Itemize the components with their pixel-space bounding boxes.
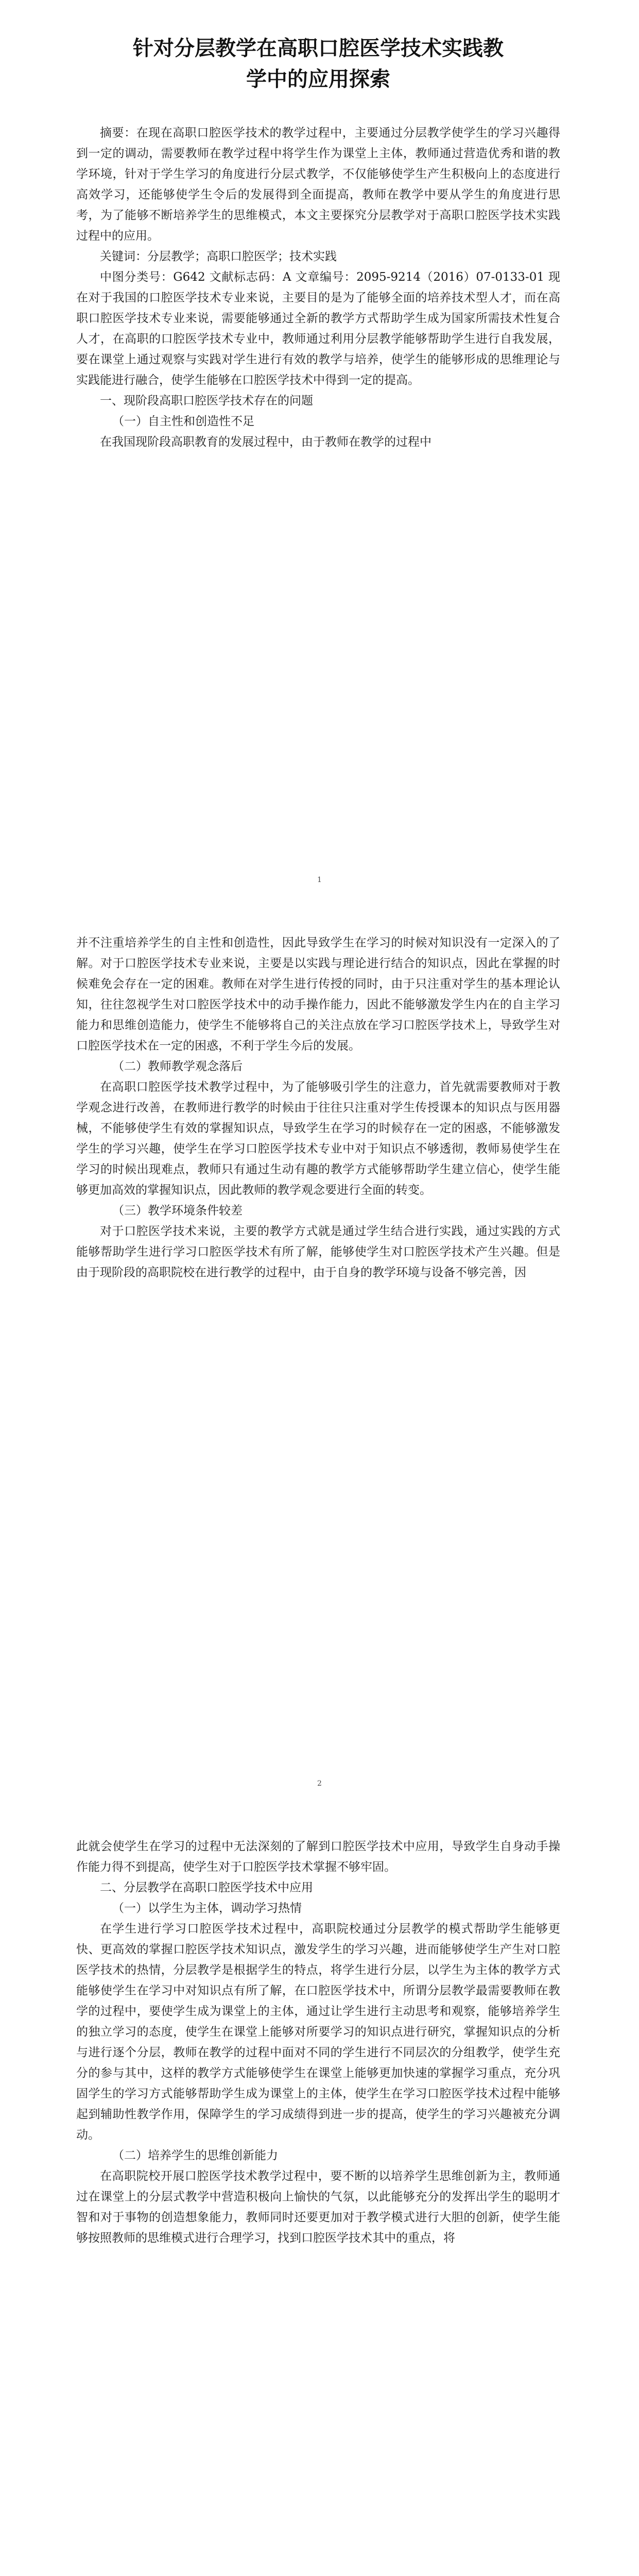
page-number: 1 <box>317 876 322 884</box>
keywords: 关键词：分层教学；高职口腔医学；技术实践 <box>100 250 337 263</box>
subsection-heading-1-1: （一）自主性和创造性不足 <box>112 415 254 428</box>
subsection-heading-1-2: （二）教师教学观念落后 <box>112 1060 243 1073</box>
section-heading-2: 二、分层教学在高职口腔医学技术中应用 <box>100 1881 313 1894</box>
abstract: 摘要：在现在高职口腔医学技术的教学过程中，主要通过分层教学使学生的学习兴趣得到一定的调动，需要教师在教学过程中将学生作为课堂上主体，教师通过营造优秀和谐的教学环境，针对于学生学习的角度进行分层式教学，不仅能够使学生产生积极向上的态度进行高效学习，还能够使学生令后的发展得到全面提高，教师在教学中要从学生的角度进行思考，为了能够不断培养学生的思维模式，本文主要探究分层教学对于高职口腔医学技术实践过程中的应用。 <box>76 126 560 243</box>
paragraph: 在我国现阶段高职教育的发展过程中，由于教师在教学的过程中 <box>100 435 431 449</box>
paragraph: 在高职口腔医学技术教学过程中，为了能够吸引学生的注意力，首先就需要教师对于教学观念进行改善，在教师进行教学的时候由于往往只注重对学生传授课本的知识点与医用器械，不能够使学生有效的掌握知识点，导致学生在学习的时候存在一定的困惑，不能够激发学生的学习兴趣，使学生在学习口腔医学技术专业中对于知识点不够透彻，教师易使学生在学习的时候出现难点，教师只有通过生动有趣的教学方式能够帮助学生建立信心，使学生能够更加高效的掌握知识点，因此教师的教学观念要进行全面的转变。 <box>76 1080 560 1197</box>
title-line-1: 针对分层教学在高职口腔医学技术实践教 <box>133 36 504 60</box>
page-3 <box>0 1807 639 2576</box>
paragraph: 在高职院校开展口腔医学技术教学过程中，要不断的以培养学生思维创新为主，教师通过在课堂上的分层式教学中营造积极向上愉快的气氛，以此能够充分的发挥出学生的聪明才智和对于事物的创造想象能力，教师同时还要更加对于教学模式进行大胆的创新，使学生能够按照教师的思维模式进行合理学习，找到口腔医学技术其中的重点，将 <box>76 2170 560 2245</box>
title-line-2: 学中的应用探索 <box>246 67 390 91</box>
subsection-heading-2-1: （一）以学生为主体，调动学习热情 <box>112 1902 302 1915</box>
page-number: 2 <box>317 1780 322 1788</box>
paragraph: 在学生进行学习口腔医学技术过程中，高职院校通过分层教学的模式帮助学生能够更快、更高效的掌握口腔医学技术知识点，激发学生的学习兴趣，进而能够使学生产生对口腔医学技术的热情，分层教学是根据学生的特点，将学生进行分层，以学生为主体的教学方式能够使学生在学习中对知识点有所了解，在口腔医学技术中，所谓分层教学最需要教师在教学的过程中，要使学生成为课堂上的主体，通过让学生进行主动思考和观察，能够培养学生的独立学习的态度，使学生在课堂上能够对所要学习的知识点进行研究，掌握知识点的分析与进行逐个分层，教师在教学的过程中面对不同的学生进行不同层次的分组教学，使学生充分的参与其中，这样的教学方式能够使学生在课堂上能够更加快速的掌握学习重点，充分巩固学生的学习方式能够帮助学生成为课堂上的主体，使学生在学习口腔医学技术过程中能够起到辅助性教学作用，保障学生的学习成绩得到进一步的提高，使学生的学习兴趣被充分调动。 <box>76 1922 560 2142</box>
section-heading-1: 一、现阶段高职口腔医学技术存在的问题 <box>100 394 313 408</box>
page-2 <box>0 904 639 1807</box>
paragraph: 并不注重培养学生的自主性和创造性，因此导致学生在学习的时候对知识没有一定深入的了解。对于口腔医学技术专业来说，主要是以实践与理论进行结合的知识点，因此在掌握的时候难免会存在一定的困难。教师在对学生进行传授的同时，由于只注重对学生的基本理论认知，往往忽视学生对口腔医学技术中的动手操作能力，因此不能够激发学生内在的自主学习能力和思维创造能力，使学生不能够将自己的关注点放在学习口腔医学技术上，导致学生对口腔医学技术在一定的困惑，不利于学生今后的发展。 <box>76 936 560 1053</box>
paragraph: 对于口腔医学技术来说，主要的教学方式就是通过学生结合进行实践，通过实践的方式能够帮助学生进行学习口腔医学技术有所了解，能够使学生对口腔医学技术产生兴趣。但是由于现阶段的高职院校在进行教学的过程中，由于自身的教学环境与设备不够完善，因 <box>76 1225 560 1279</box>
subsection-heading-1-3: （三）教学环境条件较差 <box>112 1204 243 1217</box>
paragraph: 此就会使学生在学习的过程中无法深刻的了解到口腔医学技术中应用，导致学生自身动手操作能力得不到提高，使学生对于口腔医学技术掌握不够牢固。 <box>76 1840 560 1874</box>
classification-and-intro: 中图分类号：G642 文献标志码：A 文章编号：2095-9214（2016）07-0133-01 现在对于我国的口腔医学技术专业来说，主要目的是为了能够全面的培养技术型人才，而在高职口腔医学技术专业来说，需要能够通过全新的教学方式帮助学生成为国家所需技术性复合人才，在高职的口腔医学技术专业中，教师通过利用分层教学能够帮助学生进行自我发展，要在课堂上通过观察与实践对学生进行有效的教学与培养，使学生的能够形成的思维理论与实践能进行融合，使学生能够在口腔医学技术中得到一定的提高。 <box>76 270 560 387</box>
page-1 <box>0 0 639 904</box>
subsection-heading-2-2: （二）培养学生的思维创新能力 <box>112 2149 278 2162</box>
